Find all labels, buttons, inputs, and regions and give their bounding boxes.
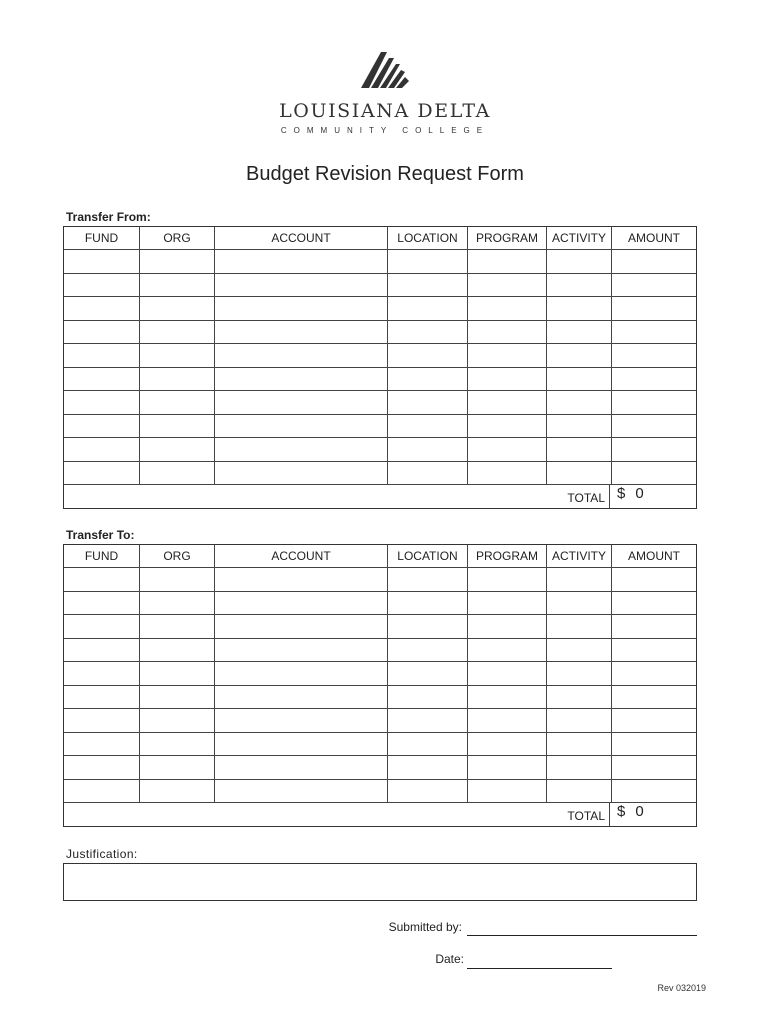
amount-input-cell[interactable] bbox=[612, 615, 696, 639]
location-input-cell[interactable] bbox=[388, 662, 468, 686]
table-row bbox=[64, 662, 696, 686]
location-input-cell[interactable] bbox=[388, 368, 468, 392]
column-header-fund: FUND bbox=[64, 545, 140, 568]
org-input-cell[interactable] bbox=[140, 780, 215, 804]
activity-input-cell[interactable] bbox=[547, 592, 612, 616]
program-input-cell[interactable] bbox=[468, 756, 547, 780]
program-input-cell[interactable] bbox=[468, 438, 547, 462]
location-input-cell[interactable] bbox=[388, 756, 468, 780]
org-input-cell[interactable] bbox=[140, 344, 215, 368]
revision-note: Rev 032019 bbox=[657, 983, 706, 993]
fund-input-cell[interactable] bbox=[64, 709, 140, 733]
table-row bbox=[64, 709, 696, 733]
program-input-cell[interactable] bbox=[468, 344, 547, 368]
org-input-cell[interactable] bbox=[140, 391, 215, 415]
amount-input-cell[interactable] bbox=[612, 662, 696, 686]
activity-input-cell[interactable] bbox=[547, 250, 612, 274]
program-input-cell[interactable] bbox=[468, 462, 547, 486]
activity-input-cell[interactable] bbox=[547, 639, 612, 663]
program-input-cell[interactable] bbox=[468, 615, 547, 639]
account-input-cell[interactable] bbox=[215, 368, 388, 392]
amount-input-cell[interactable] bbox=[612, 686, 696, 710]
fund-input-cell[interactable] bbox=[64, 391, 140, 415]
amount-input-cell[interactable] bbox=[612, 391, 696, 415]
location-input-cell[interactable] bbox=[388, 344, 468, 368]
location-input-cell[interactable] bbox=[388, 274, 468, 298]
column-header-fund: FUND bbox=[64, 227, 140, 250]
column-header-org: ORG bbox=[140, 227, 215, 250]
column-header-program: PROGRAM bbox=[468, 545, 547, 568]
activity-input-cell[interactable] bbox=[547, 344, 612, 368]
column-header-account: ACCOUNT bbox=[215, 545, 388, 568]
fund-input-cell[interactable] bbox=[64, 615, 140, 639]
currency-symbol: $ bbox=[617, 485, 626, 502]
location-input-cell[interactable] bbox=[388, 568, 468, 592]
org-input-cell[interactable] bbox=[140, 592, 215, 616]
transfer-from-table bbox=[63, 226, 697, 509]
activity-input-cell[interactable] bbox=[547, 615, 612, 639]
fund-input-cell[interactable] bbox=[64, 274, 140, 298]
amount-input-cell[interactable] bbox=[612, 321, 696, 345]
table-row bbox=[64, 391, 696, 415]
table-row bbox=[64, 438, 696, 462]
location-input-cell[interactable] bbox=[388, 321, 468, 345]
program-input-cell[interactable] bbox=[468, 274, 547, 298]
fund-input-cell[interactable] bbox=[64, 568, 140, 592]
amount-input-cell[interactable] bbox=[612, 368, 696, 392]
amount-input-cell[interactable] bbox=[612, 274, 696, 298]
flame-emblem-icon bbox=[357, 48, 413, 92]
activity-input-cell[interactable] bbox=[547, 662, 612, 686]
program-input-cell[interactable] bbox=[468, 297, 547, 321]
total-value: 0 bbox=[635, 803, 644, 820]
account-input-cell[interactable] bbox=[215, 321, 388, 345]
table-header-row bbox=[64, 545, 696, 568]
org-input-cell[interactable] bbox=[140, 686, 215, 710]
amount-input-cell[interactable] bbox=[612, 592, 696, 616]
column-header-amount: AMOUNT bbox=[612, 545, 696, 568]
amount-input-cell[interactable] bbox=[612, 733, 696, 757]
activity-input-cell[interactable] bbox=[547, 321, 612, 345]
transfer-to-table bbox=[63, 544, 697, 827]
fund-input-cell[interactable] bbox=[64, 344, 140, 368]
org-input-cell[interactable] bbox=[140, 321, 215, 345]
date-field[interactable] bbox=[467, 968, 612, 969]
location-input-cell[interactable] bbox=[388, 592, 468, 616]
total-label: TOTAL bbox=[64, 803, 610, 826]
amount-input-cell[interactable] bbox=[612, 756, 696, 780]
amount-input-cell[interactable] bbox=[612, 415, 696, 439]
location-input-cell[interactable] bbox=[388, 438, 468, 462]
account-input-cell[interactable] bbox=[215, 733, 388, 757]
org-input-cell[interactable] bbox=[140, 415, 215, 439]
date-label: Date: bbox=[435, 952, 464, 966]
activity-input-cell[interactable] bbox=[547, 686, 612, 710]
location-input-cell[interactable] bbox=[388, 733, 468, 757]
program-input-cell[interactable] bbox=[468, 780, 547, 804]
amount-input-cell[interactable] bbox=[612, 568, 696, 592]
account-input-cell[interactable] bbox=[215, 297, 388, 321]
program-input-cell[interactable] bbox=[468, 709, 547, 733]
table-row bbox=[64, 639, 696, 663]
program-input-cell[interactable] bbox=[468, 662, 547, 686]
table-row bbox=[64, 344, 696, 368]
form-title: Budget Revision Request Form bbox=[246, 163, 524, 185]
table-row bbox=[64, 250, 696, 274]
column-header-location: LOCATION bbox=[388, 227, 468, 250]
transfer-to-label: Transfer To: bbox=[66, 528, 135, 542]
location-input-cell[interactable] bbox=[388, 297, 468, 321]
program-input-cell[interactable] bbox=[468, 368, 547, 392]
table-row bbox=[64, 415, 696, 439]
fund-input-cell[interactable] bbox=[64, 686, 140, 710]
column-header-location: LOCATION bbox=[388, 545, 468, 568]
table-header-row bbox=[64, 227, 696, 250]
table-row bbox=[64, 368, 696, 392]
amount-input-cell[interactable] bbox=[612, 250, 696, 274]
total-value: 0 bbox=[635, 485, 644, 502]
org-input-cell[interactable] bbox=[140, 462, 215, 486]
column-header-activity: ACTIVITY bbox=[547, 545, 612, 568]
activity-input-cell[interactable] bbox=[547, 297, 612, 321]
total-row bbox=[64, 803, 696, 826]
program-input-cell[interactable] bbox=[468, 639, 547, 663]
account-input-cell[interactable] bbox=[215, 615, 388, 639]
submitted-by-field[interactable] bbox=[467, 935, 697, 936]
amount-input-cell[interactable] bbox=[612, 344, 696, 368]
activity-input-cell[interactable] bbox=[547, 368, 612, 392]
amount-input-cell[interactable] bbox=[612, 462, 696, 486]
amount-input-cell[interactable] bbox=[612, 780, 696, 804]
account-input-cell[interactable] bbox=[215, 415, 388, 439]
program-input-cell[interactable] bbox=[468, 250, 547, 274]
account-input-cell[interactable] bbox=[215, 462, 388, 486]
fund-input-cell[interactable] bbox=[64, 780, 140, 804]
org-input-cell[interactable] bbox=[140, 568, 215, 592]
org-input-cell[interactable] bbox=[140, 368, 215, 392]
submitted-by-label: Submitted by: bbox=[388, 920, 462, 934]
column-header-org: ORG bbox=[140, 545, 215, 568]
table-row bbox=[64, 297, 696, 321]
total-amount[interactable] bbox=[610, 803, 696, 826]
account-input-cell[interactable] bbox=[215, 568, 388, 592]
program-input-cell[interactable] bbox=[468, 568, 547, 592]
org-input-cell[interactable] bbox=[140, 709, 215, 733]
program-input-cell[interactable] bbox=[468, 321, 547, 345]
justification-field[interactable] bbox=[63, 863, 697, 901]
institution-subtitle: COMMUNITY COLLEGE bbox=[280, 126, 490, 135]
location-input-cell[interactable] bbox=[388, 780, 468, 804]
account-input-cell[interactable] bbox=[215, 250, 388, 274]
account-input-cell[interactable] bbox=[215, 274, 388, 298]
location-input-cell[interactable] bbox=[388, 686, 468, 710]
total-label: TOTAL bbox=[64, 485, 610, 508]
fund-input-cell[interactable] bbox=[64, 368, 140, 392]
amount-input-cell[interactable] bbox=[612, 709, 696, 733]
org-input-cell[interactable] bbox=[140, 297, 215, 321]
location-input-cell[interactable] bbox=[388, 615, 468, 639]
org-input-cell[interactable] bbox=[140, 615, 215, 639]
transfer-from-label: Transfer From: bbox=[66, 210, 151, 224]
fund-input-cell[interactable] bbox=[64, 321, 140, 345]
account-input-cell[interactable] bbox=[215, 592, 388, 616]
table-row bbox=[64, 686, 696, 710]
table-row bbox=[64, 592, 696, 616]
activity-input-cell[interactable] bbox=[547, 568, 612, 592]
org-input-cell[interactable] bbox=[140, 733, 215, 757]
currency-symbol: $ bbox=[617, 803, 626, 820]
account-input-cell[interactable] bbox=[215, 709, 388, 733]
amount-input-cell[interactable] bbox=[612, 297, 696, 321]
account-input-cell[interactable] bbox=[215, 780, 388, 804]
total-amount[interactable] bbox=[610, 485, 696, 508]
fund-input-cell[interactable] bbox=[64, 297, 140, 321]
location-input-cell[interactable] bbox=[388, 415, 468, 439]
activity-input-cell[interactable] bbox=[547, 780, 612, 804]
amount-input-cell[interactable] bbox=[612, 639, 696, 663]
table-row bbox=[64, 615, 696, 639]
column-header-account: ACCOUNT bbox=[215, 227, 388, 250]
location-input-cell[interactable] bbox=[388, 250, 468, 274]
fund-input-cell[interactable] bbox=[64, 415, 140, 439]
fund-input-cell[interactable] bbox=[64, 462, 140, 486]
account-input-cell[interactable] bbox=[215, 391, 388, 415]
location-input-cell[interactable] bbox=[388, 462, 468, 486]
location-input-cell[interactable] bbox=[388, 639, 468, 663]
activity-input-cell[interactable] bbox=[547, 391, 612, 415]
org-input-cell[interactable] bbox=[140, 756, 215, 780]
fund-input-cell[interactable] bbox=[64, 250, 140, 274]
column-header-activity: ACTIVITY bbox=[547, 227, 612, 250]
activity-input-cell[interactable] bbox=[547, 709, 612, 733]
fund-input-cell[interactable] bbox=[64, 592, 140, 616]
activity-input-cell[interactable] bbox=[547, 438, 612, 462]
account-input-cell[interactable] bbox=[215, 662, 388, 686]
org-input-cell[interactable] bbox=[140, 250, 215, 274]
fund-input-cell[interactable] bbox=[64, 756, 140, 780]
table-row bbox=[64, 321, 696, 345]
org-input-cell[interactable] bbox=[140, 274, 215, 298]
table-row bbox=[64, 756, 696, 780]
program-input-cell[interactable] bbox=[468, 733, 547, 757]
justification-label: Justification: bbox=[66, 847, 138, 861]
activity-input-cell[interactable] bbox=[547, 733, 612, 757]
column-header-program: PROGRAM bbox=[468, 227, 547, 250]
fund-input-cell[interactable] bbox=[64, 662, 140, 686]
location-input-cell[interactable] bbox=[388, 391, 468, 415]
activity-input-cell[interactable] bbox=[547, 462, 612, 486]
account-input-cell[interactable] bbox=[215, 344, 388, 368]
location-input-cell[interactable] bbox=[388, 709, 468, 733]
org-input-cell[interactable] bbox=[140, 662, 215, 686]
total-row bbox=[64, 485, 696, 508]
program-input-cell[interactable] bbox=[468, 415, 547, 439]
column-header-amount: AMOUNT bbox=[612, 227, 696, 250]
table-row bbox=[64, 780, 696, 804]
table-row bbox=[64, 274, 696, 298]
account-input-cell[interactable] bbox=[215, 639, 388, 663]
program-input-cell[interactable] bbox=[468, 391, 547, 415]
table-row bbox=[64, 568, 696, 592]
org-input-cell[interactable] bbox=[140, 639, 215, 663]
amount-input-cell[interactable] bbox=[612, 438, 696, 462]
fund-input-cell[interactable] bbox=[64, 438, 140, 462]
org-input-cell[interactable] bbox=[140, 438, 215, 462]
account-input-cell[interactable] bbox=[215, 686, 388, 710]
table-row bbox=[64, 733, 696, 757]
table-row bbox=[64, 462, 696, 486]
fund-input-cell[interactable] bbox=[64, 733, 140, 757]
activity-input-cell[interactable] bbox=[547, 756, 612, 780]
program-input-cell[interactable] bbox=[468, 592, 547, 616]
college-logo bbox=[0, 48, 770, 92]
institution-name: LOUISIANA DELTA bbox=[279, 100, 491, 122]
account-input-cell[interactable] bbox=[215, 438, 388, 462]
activity-input-cell[interactable] bbox=[547, 274, 612, 298]
activity-input-cell[interactable] bbox=[547, 415, 612, 439]
program-input-cell[interactable] bbox=[468, 686, 547, 710]
account-input-cell[interactable] bbox=[215, 756, 388, 780]
fund-input-cell[interactable] bbox=[64, 639, 140, 663]
